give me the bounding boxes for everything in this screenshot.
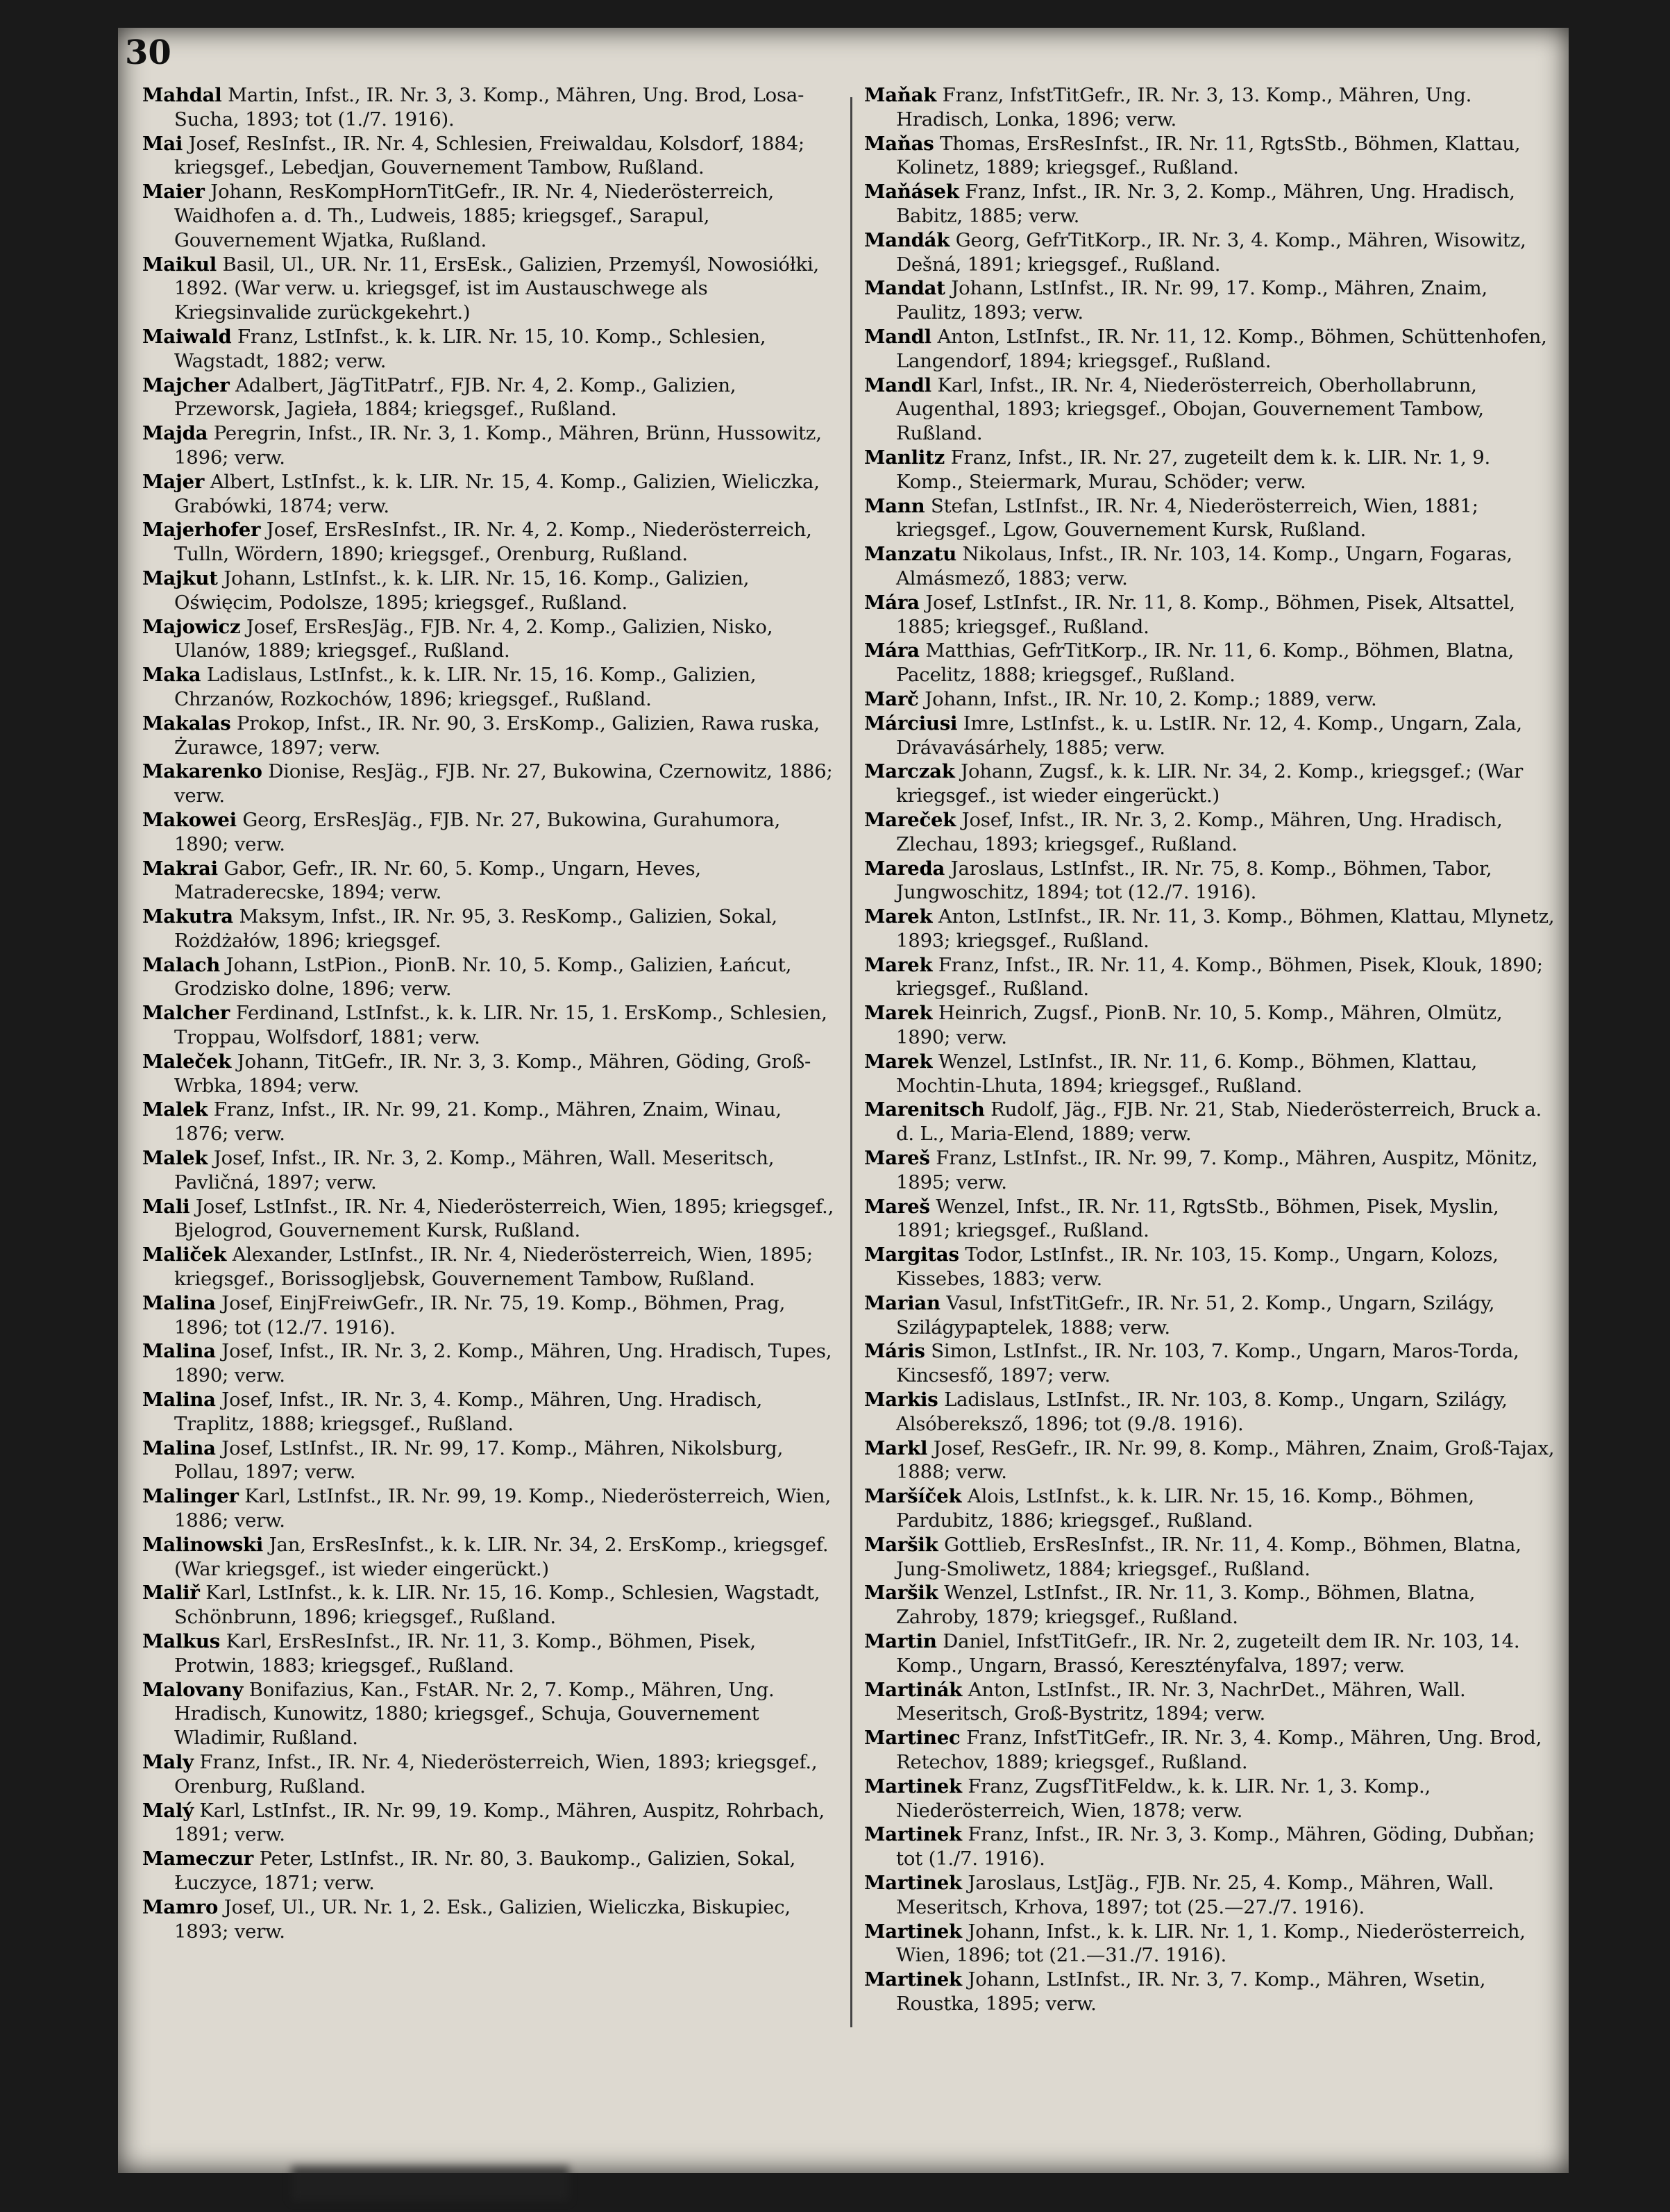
entry-surname: Makrai [142, 857, 218, 880]
register-entry [864, 639, 1558, 687]
entry-surname: Marek [864, 905, 933, 928]
register-entry [864, 591, 1558, 639]
entry-surname: Majerhofer [142, 519, 261, 542]
entry-surname: Maiwald [142, 325, 232, 348]
register-entry [142, 1388, 836, 1436]
register-entry [142, 1581, 836, 1629]
entry-surname: Manlitz [864, 446, 945, 469]
entry-details: Josef, LstInfst., IR. Nr. 11, 8. Komp., Böhmen, Pisek, Altsattel, 1885; kriegsgef., Rußland. [896, 591, 1515, 638]
entry-details: Jaroslaus, LstJäg., FJB. Nr. 25, 4. Komp., Mähren, Wall. Meseritsch, Krhova, 1897; tot (25.—27./7. 1916). [896, 1871, 1494, 1918]
entry-surname: Martinek [864, 1871, 962, 1894]
register-entry [142, 905, 836, 953]
entry-surname: Malinowski [142, 1533, 264, 1556]
register-entry [864, 325, 1558, 374]
page-number: 30 [125, 33, 171, 72]
register-entry [142, 953, 836, 1002]
register-entry [864, 228, 1558, 277]
entry-surname: Maňásek [864, 181, 959, 203]
entry-details: Johann, Infst., k. k. LIR. Nr. 1, 1. Komp., Niederösterreich, Wien, 1896; tot (21.—31./7. 1916). [896, 1920, 1526, 1967]
register-entry [142, 1243, 836, 1291]
register-entry [142, 1050, 836, 1098]
entry-details: Thomas, ErsResInfst., IR. Nr. 11, RgtsStb., Böhmen, Klattau, Kolinetz, 1889; kriegsgef., Rußland. [896, 132, 1521, 179]
register-entry [142, 1847, 836, 1895]
entry-surname: Margitas [864, 1243, 959, 1266]
entry-surname: Marenitsch [864, 1098, 985, 1121]
entry-surname: Malek [142, 1098, 208, 1121]
entry-surname: Mali [142, 1195, 190, 1218]
entry-details: Johann, ResKompHornTitGefr., IR. Nr. 4, Niederösterreich, Waidhofen a. d. Th., Ludweis, 1885; kriegsgef., Sarapul, Gouvernement Wjatka, Rußland. [174, 181, 774, 251]
entry-details: Josef, Infst., IR. Nr. 3, 2. Komp., Mähren, Wall. Meseritsch, Pavličná, 1897; verw. [174, 1147, 775, 1193]
entry-details: Franz, Infst., IR. Nr. 27, zugeteilt dem k. k. LIR. Nr. 1, 9. Komp., Steiermark, Murau, Schöder; verw. [896, 446, 1491, 493]
entry-surname: Maršíček [864, 1485, 962, 1508]
entry-surname: Marczak [864, 760, 955, 783]
entry-details: Josef, Infst., IR. Nr. 3, 2. Komp., Mähren, Ung. Hradisch, Tupes, 1890; verw. [174, 1340, 832, 1387]
register-entry [142, 1195, 836, 1243]
entry-surname: Martinek [864, 1920, 962, 1943]
register-entry [864, 1050, 1558, 1098]
register-entry [864, 760, 1558, 808]
entry-details: Anton, LstInfst., IR. Nr. 11, 3. Komp., Böhmen, Klattau, Mlynetz, 1893; kriegsgef., Rußland. [896, 905, 1555, 952]
entry-surname: Maliček [142, 1243, 227, 1266]
entry-surname: Malach [142, 953, 221, 976]
entry-surname: Mandat [864, 277, 945, 300]
entry-surname: Maly [142, 1750, 194, 1773]
entry-surname: Markis [864, 1389, 938, 1411]
entry-surname: Máris [864, 1340, 925, 1363]
register-entry [142, 1799, 836, 1847]
entry-surname: Mandl [864, 325, 931, 348]
entry-details: Gabor, Gefr., IR. Nr. 60, 5. Komp., Ungarn, Heves, Matraderecske, 1894; verw. [174, 857, 701, 904]
entry-details: Wenzel, LstInfst., IR. Nr. 11, 3. Komp., Böhmen, Blatna, Zahroby, 1879; kriegsgef., Rußland. [896, 1582, 1476, 1629]
entry-surname: Malina [142, 1436, 216, 1459]
entry-surname: Majcher [142, 374, 230, 396]
register-entry [864, 808, 1558, 857]
entry-surname: Márciusi [864, 712, 958, 735]
entry-details: Franz, LstInfst., IR. Nr. 99, 7. Komp., Mähren, Auspitz, Mönitz, 1895; verw. [896, 1147, 1538, 1193]
entry-surname: Mahdal [142, 84, 222, 106]
entry-surname: Mamro [142, 1895, 219, 1918]
entry-details: Adalbert, JägTitPatrf., FJB. Nr. 4, 2. Komp., Galizien, Przeworsk, Jagieła, 1884; kriegsgef., Rußland. [174, 374, 736, 421]
entry-details: Todor, LstInfst., IR. Nr. 103, 15. Komp., Ungarn, Kolozs, Kissebes, 1883; verw. [896, 1243, 1499, 1291]
entry-surname: Malina [142, 1340, 216, 1363]
print-smudge [292, 2166, 569, 2201]
entry-surname: Malina [142, 1291, 216, 1314]
register-entry [142, 1750, 836, 1799]
register-entry [864, 1146, 1558, 1195]
entry-surname: Mandák [864, 228, 950, 251]
entry-surname: Majkut [142, 567, 218, 589]
register-entry [142, 1678, 836, 1750]
entry-surname: Malkus [142, 1630, 221, 1652]
entry-details: Dionise, ResJäg., FJB. Nr. 27, Bukowina, Czernowitz, 1886; verw. [174, 760, 833, 807]
register-entry [142, 1629, 836, 1678]
register-entry [864, 132, 1558, 181]
register-entry [142, 470, 836, 519]
register-entry [864, 1823, 1558, 1871]
entry-details: Maksym, Infst., IR. Nr. 95, 3. ResKomp., Galizien, Sokal, Rożdżałów, 1896; kriegsgef. [174, 905, 777, 952]
entry-surname: Mareš [864, 1195, 930, 1218]
entry-surname: Mandl [864, 374, 931, 396]
entry-details: Anton, LstInfst., IR. Nr. 3, NachrDet., Mähren, Wall. Meseritsch, Groß-Bystritz, 1894; verw. [896, 1678, 1466, 1725]
entry-surname: Mareda [864, 857, 945, 880]
entry-surname: Maka [142, 664, 201, 687]
register-entry [142, 1001, 836, 1050]
entry-details: Wenzel, LstInfst., IR. Nr. 11, 6. Komp., Böhmen, Klattau, Mochtin-Lhuta, 1894; kriegsgef., Rußland. [896, 1050, 1478, 1097]
entry-details: Johann, LstInfst., IR. Nr. 99, 17. Komp., Mähren, Znaim, Paulitz, 1893; verw. [896, 277, 1487, 324]
register-entry [864, 1581, 1558, 1629]
entry-surname: Marek [864, 1002, 933, 1025]
entry-surname: Mameczur [142, 1847, 254, 1870]
entry-surname: Mára [864, 591, 920, 614]
entry-details: Josef, Infst., IR. Nr. 3, 2. Komp., Mähren, Ung. Hradisch, Zlechau, 1893; kriegsgef., Rußland. [896, 808, 1503, 855]
entry-details: Josef, EinjFreiwGefr., IR. Nr. 75, 19. Komp., Böhmen, Prag, 1896; tot (12./7. 1916). [174, 1291, 786, 1339]
register-entry [142, 567, 836, 615]
entry-details: Franz, Infst., IR. Nr. 3, 2. Komp., Mähren, Ung. Hradisch, Babitz, 1885; verw. [896, 181, 1515, 227]
entry-surname: Martinák [864, 1678, 963, 1701]
entry-details: Peter, LstInfst., IR. Nr. 80, 3. Baukomp., Galizien, Sokal, Łuczyce, 1871; verw. [174, 1847, 796, 1894]
register-entry [142, 1146, 836, 1195]
register-entry [864, 1678, 1558, 1727]
entry-details: Georg, GefrTitKorp., IR. Nr. 3, 4. Komp., Mähren, Wisowitz, Dešná, 1891; kriegsgef., Rußland. [896, 228, 1526, 276]
register-entry [864, 1484, 1558, 1533]
entry-details: Gottlieb, ErsResInfst., IR. Nr. 11, 4. Komp., Böhmen, Blatna, Jung-Smoliwetz, 1884; kriegsgef., Rußland. [896, 1533, 1521, 1580]
entry-details: Rudolf, Jäg., FJB. Nr. 21, Stab, Niederösterreich, Bruck a. d. L., Maria-Elend, 1889; verw. [896, 1098, 1542, 1146]
register-entry [864, 1726, 1558, 1775]
register-entry [142, 180, 836, 252]
register-entry [142, 325, 836, 374]
register-entry [864, 905, 1558, 953]
entry-surname: Marč [864, 687, 919, 710]
entry-surname: Martinec [864, 1727, 961, 1750]
entry-details: Franz, Infst., IR. Nr. 3, 3. Komp., Mähren, Göding, Dubňan; tot (1./7. 1916). [896, 1823, 1535, 1870]
entry-details: Josef, ErsResJäg., FJB. Nr. 4, 2. Komp., Galizien, Nisko, Ulanów, 1889; kriegsgef., Rußland. [174, 615, 773, 662]
entry-surname: Maňak [864, 84, 937, 106]
register-entry [142, 857, 836, 905]
entry-details: Franz, Infst., IR. Nr. 11, 4. Komp., Böhmen, Pisek, Klouk, 1890; kriegsgef., Rußland. [896, 953, 1543, 1000]
entry-details: Wenzel, Infst., IR. Nr. 11, RgtsStb., Böhmen, Pisek, Myslin, 1891; kriegsgef., Rußland. [896, 1195, 1499, 1242]
register-entry [864, 542, 1558, 591]
entry-details: Franz, LstInfst., k. k. LIR. Nr. 15, 10. Komp., Schlesien, Wagstadt, 1882; verw. [174, 325, 766, 372]
register-entry [864, 1388, 1558, 1436]
entry-details: Jan, ErsResInfst., k. k. LIR. Nr. 34, 2. ErsKomp., kriegsgef. (War kriegsgef., ist wieder eingerückt.) [174, 1533, 829, 1580]
register-entry [142, 132, 836, 181]
entry-details: Karl, ErsResInfst., IR. Nr. 11, 3. Komp., Böhmen, Pisek, Protwin, 1883; kriegsgef., Rußland. [174, 1630, 756, 1677]
register-entry [864, 494, 1558, 543]
entry-surname: Majer [142, 470, 205, 493]
entry-details: Johann, Zugsf., k. k. LIR. Nr. 34, 2. Komp., kriegsgef.; (War kriegsgef., ist wieder eingerückt.) [896, 760, 1524, 807]
entry-surname: Marek [864, 953, 933, 976]
entry-surname: Marek [864, 1050, 933, 1073]
register-entry [864, 857, 1558, 905]
register-entry [864, 1291, 1558, 1340]
entry-surname: Makarenko [142, 760, 262, 783]
register-entry [864, 1533, 1558, 1582]
register-entry [864, 1195, 1558, 1243]
entry-details: Karl, LstInfst., IR. Nr. 99, 19. Komp., Niederösterreich, Wien, 1886; verw. [174, 1485, 831, 1532]
register-entry [142, 253, 836, 325]
entry-surname: Manzatu [864, 543, 956, 566]
right-column [864, 83, 1558, 2016]
entry-details: Franz, InfstTitGefr., IR. Nr. 3, 13. Komp., Mähren, Ung. Hradisch, Lonka, 1896; verw. [896, 84, 1472, 131]
register-entry [142, 1098, 836, 1146]
entry-details: Ladislaus, LstInfst., IR. Nr. 103, 8. Komp., Ungarn, Szilágy, Alsóbereksző, 1896; tot (9./8. 1916). [896, 1389, 1508, 1435]
entry-details: Johann, LstInfst., k. k. LIR. Nr. 15, 16. Komp., Galizien, Oświęcim, Podolsze, 1895; kriegsgef., Rußland. [174, 567, 750, 614]
entry-surname: Maikul [142, 253, 217, 276]
entry-surname: Malý [142, 1799, 194, 1822]
entry-details: Albert, LstInfst., k. k. LIR. Nr. 15, 4. Komp., Galizien, Wieliczka, Grabówki, 1874; verw. [174, 470, 820, 517]
entry-details: Josef, Infst., IR. Nr. 3, 4. Komp., Mähren, Ung. Hradisch, Traplitz, 1888; kriegsgef., Rußland. [174, 1389, 763, 1435]
entry-surname: Martinek [864, 1823, 962, 1846]
entry-details: Franz, Infst., IR. Nr. 99, 21. Komp., Mähren, Znaim, Winau, 1876; verw. [174, 1098, 782, 1146]
entry-details: Karl, Infst., IR. Nr. 4, Niederösterreich, Oberhollabrunn, Augenthal, 1893; kriegsgef., Obojan, Gouvernement Tambow, Rußland. [896, 374, 1484, 445]
register-entry [864, 687, 1558, 712]
entry-details: Heinrich, Zugsf., PionB. Nr. 10, 5. Komp., Mähren, Olmütz, 1890; verw. [896, 1002, 1503, 1049]
entry-details: Stefan, LstInfst., IR. Nr. 4, Niederösterreich, Wien, 1881; kriegsgef., Lgow, Gouvernement Kursk, Rußland. [896, 494, 1478, 542]
entry-details: Josef, ResInfst., IR. Nr. 4, Schlesien, Freiwaldau, Kolsdorf, 1884; kriegsgef., Lebedjan, Gouvernement Tambow, Rußland. [174, 132, 804, 179]
entry-details: Basil, Ul., UR. Nr. 11, ErsEsk., Galizien, Przemyśl, Nowosiółki, 1892. (War verw. u. kriegsgef, ist im Austauschwege als Kriegsinvalide zurückgekehrt.) [174, 253, 820, 324]
entry-details: Peregrin, Infst., IR. Nr. 3, 1. Komp., Mähren, Brünn, Hussowitz, 1896; verw. [174, 422, 822, 469]
register-entry [864, 446, 1558, 494]
entry-surname: Malovany [142, 1678, 244, 1701]
entry-surname: Mann [864, 494, 925, 517]
entry-details: Johann, TitGefr., IR. Nr. 3, 3. Komp., Mähren, Göding, Groß-Wrbka, 1894; verw. [174, 1050, 811, 1097]
entry-surname: Majda [142, 422, 208, 445]
entry-details: Georg, ErsResJäg., FJB. Nr. 27, Bukowina, Gurahumora, 1890; verw. [174, 808, 781, 855]
entry-surname: Martinek [864, 1968, 962, 1991]
entry-details: Imre, LstInfst., k. u. LstIR. Nr. 12, 4. Komp., Ungarn, Zala, Drávavásárhely, 1885; verw. [896, 712, 1522, 759]
register-entry [864, 1968, 1558, 2016]
register-entry [864, 374, 1558, 446]
register-entry [864, 1629, 1558, 1678]
entry-surname: Markl [864, 1436, 928, 1459]
entry-details: Josef, LstInfst., IR. Nr. 99, 17. Komp., Mähren, Nikolsburg, Pollau, 1897; verw. [174, 1436, 784, 1484]
register-entry [864, 1436, 1558, 1485]
column-divider [850, 97, 852, 2027]
register-entry [864, 1098, 1558, 1146]
register-entry [864, 83, 1558, 132]
register-entry [864, 1243, 1558, 1291]
register-entry [864, 712, 1558, 760]
entry-surname: Mai [142, 132, 183, 155]
entry-surname: Maršik [864, 1533, 938, 1556]
entry-details: Vasul, InfstTitGefr., IR. Nr. 51, 2. Komp., Ungarn, Szilágy, Szilágypaptelek, 1888; verw. [896, 1291, 1495, 1339]
entry-details: Josef, ErsResInfst., IR. Nr. 4, 2. Komp., Niederösterreich, Tulln, Wördern, 1890; kriegsgef., Orenburg, Rußland. [174, 519, 812, 566]
register-entry [864, 1871, 1558, 1920]
entry-details: Jaroslaus, LstInfst., IR. Nr. 75, 8. Komp., Böhmen, Tabor, Jungwoschitz, 1894; tot (12./7. 1916). [896, 857, 1492, 904]
register-entry [142, 1339, 836, 1388]
register-entry [864, 1775, 1558, 1823]
register-entry [142, 1436, 836, 1485]
entry-surname: Malek [142, 1147, 208, 1170]
entry-surname: Maršik [864, 1582, 938, 1604]
entry-surname: Makalas [142, 712, 231, 735]
register-entry [142, 712, 836, 760]
entry-surname: Malcher [142, 1002, 230, 1025]
entry-details: Johann, LstPion., PionB. Nr. 10, 5. Komp., Galizien, Łańcut, Grodzisko dolne, 1896; verw. [174, 953, 792, 1000]
entry-surname: Makowei [142, 808, 237, 831]
entry-details: Daniel, InfstTitGefr., IR. Nr. 2, zugeteilt dem IR. Nr. 103, 14. Komp., Ungarn, Brassó, Keresztényfalva, 1897; verw. [896, 1630, 1520, 1677]
entry-details: Franz, ZugsfTitFeldw., k. k. LIR. Nr. 1, 3. Komp., Niederösterreich, Wien, 1878; verw. [896, 1775, 1431, 1822]
entry-surname: Maňas [864, 132, 934, 155]
entry-details: Johann, Infst., IR. Nr. 10, 2. Komp.; 1889, verw. [918, 687, 1377, 710]
entry-details: Anton, LstInfst., IR. Nr. 11, 12. Komp., Böhmen, Schüttenhofen, Langendorf, 1894; kriegsgef., Rußland. [896, 325, 1547, 372]
entry-surname: Maier [142, 181, 205, 203]
entry-surname: Mareček [864, 808, 956, 831]
entry-details: Josef, Ul., UR. Nr. 1, 2. Esk., Galizien, Wieliczka, Biskupiec, 1893; verw. [174, 1895, 791, 1943]
register-entry [142, 663, 836, 712]
entry-surname: Marian [864, 1291, 941, 1314]
entry-surname: Maliř [142, 1582, 200, 1604]
register-entry [142, 1895, 836, 1944]
left-column [142, 83, 836, 1943]
register-entry [142, 83, 836, 132]
entry-surname: Martinek [864, 1775, 962, 1798]
register-entry [142, 421, 836, 470]
register-entry [142, 615, 836, 664]
entry-surname: Maleček [142, 1050, 232, 1073]
entry-details: Bonifazius, Kan., FstAR. Nr. 2, 7. Komp., Mähren, Ung. Hradisch, Kunowitz, 1880; kriegsgef., Schuja, Gouvernement Wladimir, Rußland. [174, 1678, 775, 1750]
register-entry [864, 180, 1558, 228]
register-entry [864, 1339, 1558, 1388]
entry-details: Matthias, GefrTitKorp., IR. Nr. 11, 6. Komp., Böhmen, Blatna, Pacelitz, 1888; kriegsgef., Rußland. [896, 639, 1515, 687]
entry-details: Martin, Infst., IR. Nr. 3, 3. Komp., Mähren, Ung. Brod, Losa-Sucha, 1893; tot (1./7. 1916). [174, 84, 804, 131]
entry-surname: Mára [864, 639, 920, 662]
entry-details: Prokop, Infst., IR. Nr. 90, 3. ErsKomp., Galizien, Rawa ruska, Żurawce, 1897; verw. [174, 712, 820, 759]
entry-details: Karl, LstInfst., k. k. LIR. Nr. 15, 16. Komp., Schlesien, Wagstadt, Schönbrunn, 1896; kriegsgef., Rußland. [174, 1582, 820, 1629]
register-entry [864, 276, 1558, 325]
entry-details: Karl, LstInfst., IR. Nr. 99, 19. Komp., Mähren, Auspitz, Rohrbach, 1891; verw. [174, 1799, 825, 1846]
register-entry [142, 808, 836, 857]
register-entry [142, 374, 836, 422]
register-entry [142, 760, 836, 808]
register-entry [142, 518, 836, 567]
entry-surname: Malina [142, 1389, 216, 1411]
entry-surname: Malinger [142, 1485, 239, 1508]
entry-details: Ferdinand, LstInfst., k. k. LIR. Nr. 15, 1. ErsKomp., Schlesien, Troppau, Wolfsdorf, 1881; verw. [174, 1002, 827, 1049]
entry-details: Franz, Infst., IR. Nr. 4, Niederösterreich, Wien, 1893; kriegsgef., Orenburg, Rußland. [174, 1750, 818, 1798]
register-entry [142, 1484, 836, 1533]
entry-details: Johann, LstInfst., IR. Nr. 3, 7. Komp., Mähren, Wsetin, Roustka, 1895; verw. [896, 1968, 1486, 2015]
register-entry [142, 1533, 836, 1582]
entry-details: Franz, InfstTitGefr., IR. Nr. 3, 4. Komp., Mähren, Ung. Brod, Retechov, 1889; kriegsgef., Rußland. [896, 1727, 1542, 1773]
entry-details: Alexander, LstInfst., IR. Nr. 4, Niederösterreich, Wien, 1895; kriegsgef., Borissogljebsk, Gouvernement Tambow, Rußland. [174, 1243, 813, 1291]
register-entry [142, 1291, 836, 1340]
entry-surname: Martin [864, 1630, 937, 1652]
entry-details: Nikolaus, Infst., IR. Nr. 103, 14. Komp., Ungarn, Fogaras, Almásmező, 1883; verw. [896, 543, 1512, 589]
entry-surname: Majowicz [142, 615, 241, 638]
entry-details: Alois, LstInfst., k. k. LIR. Nr. 15, 16. Komp., Böhmen, Pardubitz, 1886; kriegsgef., Rußland. [896, 1485, 1474, 1532]
register-entry [864, 1920, 1558, 1968]
entry-surname: Makutra [142, 905, 233, 928]
entry-details: Ladislaus, LstInfst., k. k. LIR. Nr. 15, 16. Komp., Galizien, Chrzanów, Rozkochów, 1896; kriegsgef., Rußland. [174, 664, 757, 710]
register-entry [864, 953, 1558, 1002]
entry-details: Simon, LstInfst., IR. Nr. 103, 7. Komp., Ungarn, Maros-Torda, Kincsesfő, 1897; verw. [896, 1340, 1519, 1387]
entry-details: Josef, LstInfst., IR. Nr. 4, Niederösterreich, Wien, 1895; kriegsgef., Bjelogrod, Gouvernement Kursk, Rußland. [174, 1195, 834, 1242]
register-entry [864, 1001, 1558, 1050]
entry-details: Josef, ResGefr., IR. Nr. 99, 8. Komp., Mähren, Znaim, Groß-Tajax, 1888; verw. [896, 1436, 1555, 1484]
entry-surname: Mareš [864, 1147, 930, 1170]
